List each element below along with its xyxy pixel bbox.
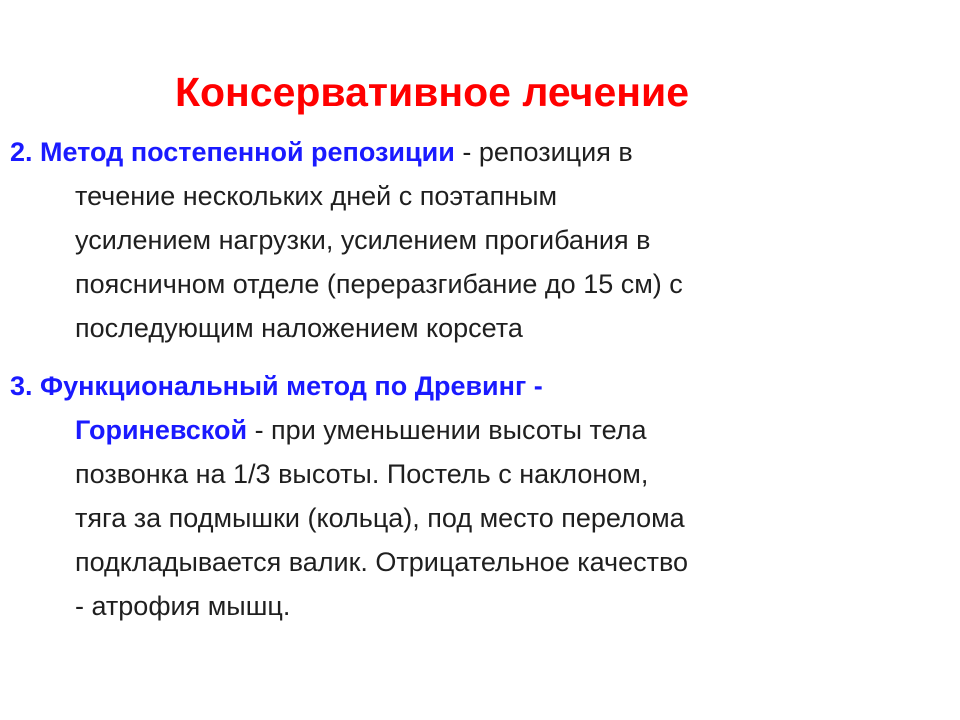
item-line <box>10 130 910 174</box>
item-line: течение нескольких дней с поэтапным <box>75 181 558 211</box>
item-heading: 3. Функциональный метод по Древинг - <box>10 371 543 401</box>
item-line: поясничном отделе (переразгибание до 15 см) с <box>75 269 683 299</box>
item-line: - атрофия мышц. <box>75 591 291 621</box>
item-line: усилением нагрузки, усилением прогибания в <box>75 225 651 255</box>
slide-title: Консервативное лечение <box>174 69 690 115</box>
item-text: - репозиция в <box>454 137 633 167</box>
item-line <box>10 408 910 452</box>
item-line: подкладывается валик. Отрицательное качество <box>75 547 689 577</box>
item-text: - при уменьшении высоты тела <box>247 415 647 445</box>
item-heading: 2. Метод постепенной репозиции <box>10 137 455 167</box>
item-line: последующим наложением корсета <box>75 313 523 343</box>
item-heading-cont: Гориневской <box>75 415 248 445</box>
item-line: позвонка на 1/3 высоты. Постель с наклоном, <box>75 459 649 489</box>
item-line: тяга за подмышки (кольца), под место перелома <box>75 503 685 533</box>
list-item-method-2 <box>10 130 910 350</box>
item-line <box>10 364 910 408</box>
list-item-method-3 <box>10 364 910 628</box>
